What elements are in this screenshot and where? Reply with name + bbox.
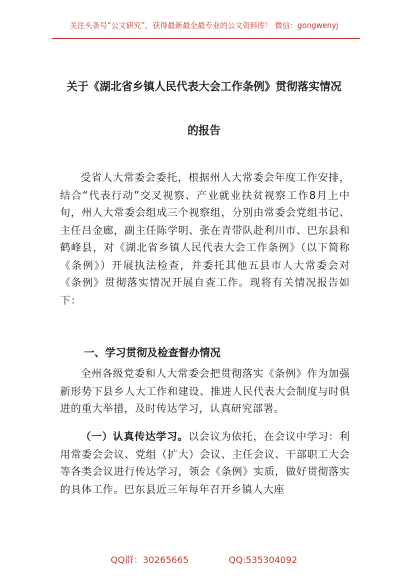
footer	[0, 553, 408, 566]
document-title-continued: 的报告	[187, 124, 221, 137]
footer-qq-group: QQ群：30265665	[110, 556, 189, 566]
header-divider	[52, 38, 360, 39]
subsection-heading: （一）认真传达学习。	[80, 431, 189, 443]
subsection-paragraph	[60, 429, 350, 499]
document-title: 关于《湖北省乡镇人民代表大会工作条例》贯彻落实情况	[66, 80, 342, 93]
intro-paragraph-text: 受省人大常委会委托，根据州人大常委会年度工作安排，结合“代表行动”交叉视察、产业就业扶贫视察工作8月上中旬，州人大常委会组成三个视察组，分别由常委会党组书记、主任吕金廊，副主任陈学明、张在青带队赴利川市、巴东县和鹤峰县，对《湖北省乡镇人民代表大会工作条例》（以下简称《条例》）开展执法检查，并委托其他五县市人大常委会对《条例》贯彻落实情况开展自查工作。现将有关情况报告如下：	[60, 172, 350, 307]
subsection-text: 以会议为依托，在会议中学习：利用常委会会议、党组（扩大）会议、主任会议、干部职工大会等各类会议进行传达学习，领会《条例》实质，做好贯彻落实的具体工作。巴东县近三年每年召开乡镇人大座	[60, 431, 351, 496]
section-paragraph-text: 全州各级党委和人大常委会把贯彻落实《条例》作为加强新形势下县乡人大工作和建设、推进人民代表大会制度与时俱进的重大举措，及时传达学习，认真研究部署。	[60, 368, 350, 415]
section-paragraph	[60, 366, 350, 419]
footer-qq-contact: QQ:535304092	[228, 556, 298, 566]
section-heading: 一、学习贯彻及检查督办情况	[84, 347, 221, 359]
header-banner: 关注头条号“公文研究”，获得最新最全最专业的公文资料库！ 微信：gongwenyj	[69, 21, 339, 30]
intro-paragraph	[60, 170, 350, 310]
subsection-paragraph-content	[60, 429, 350, 499]
